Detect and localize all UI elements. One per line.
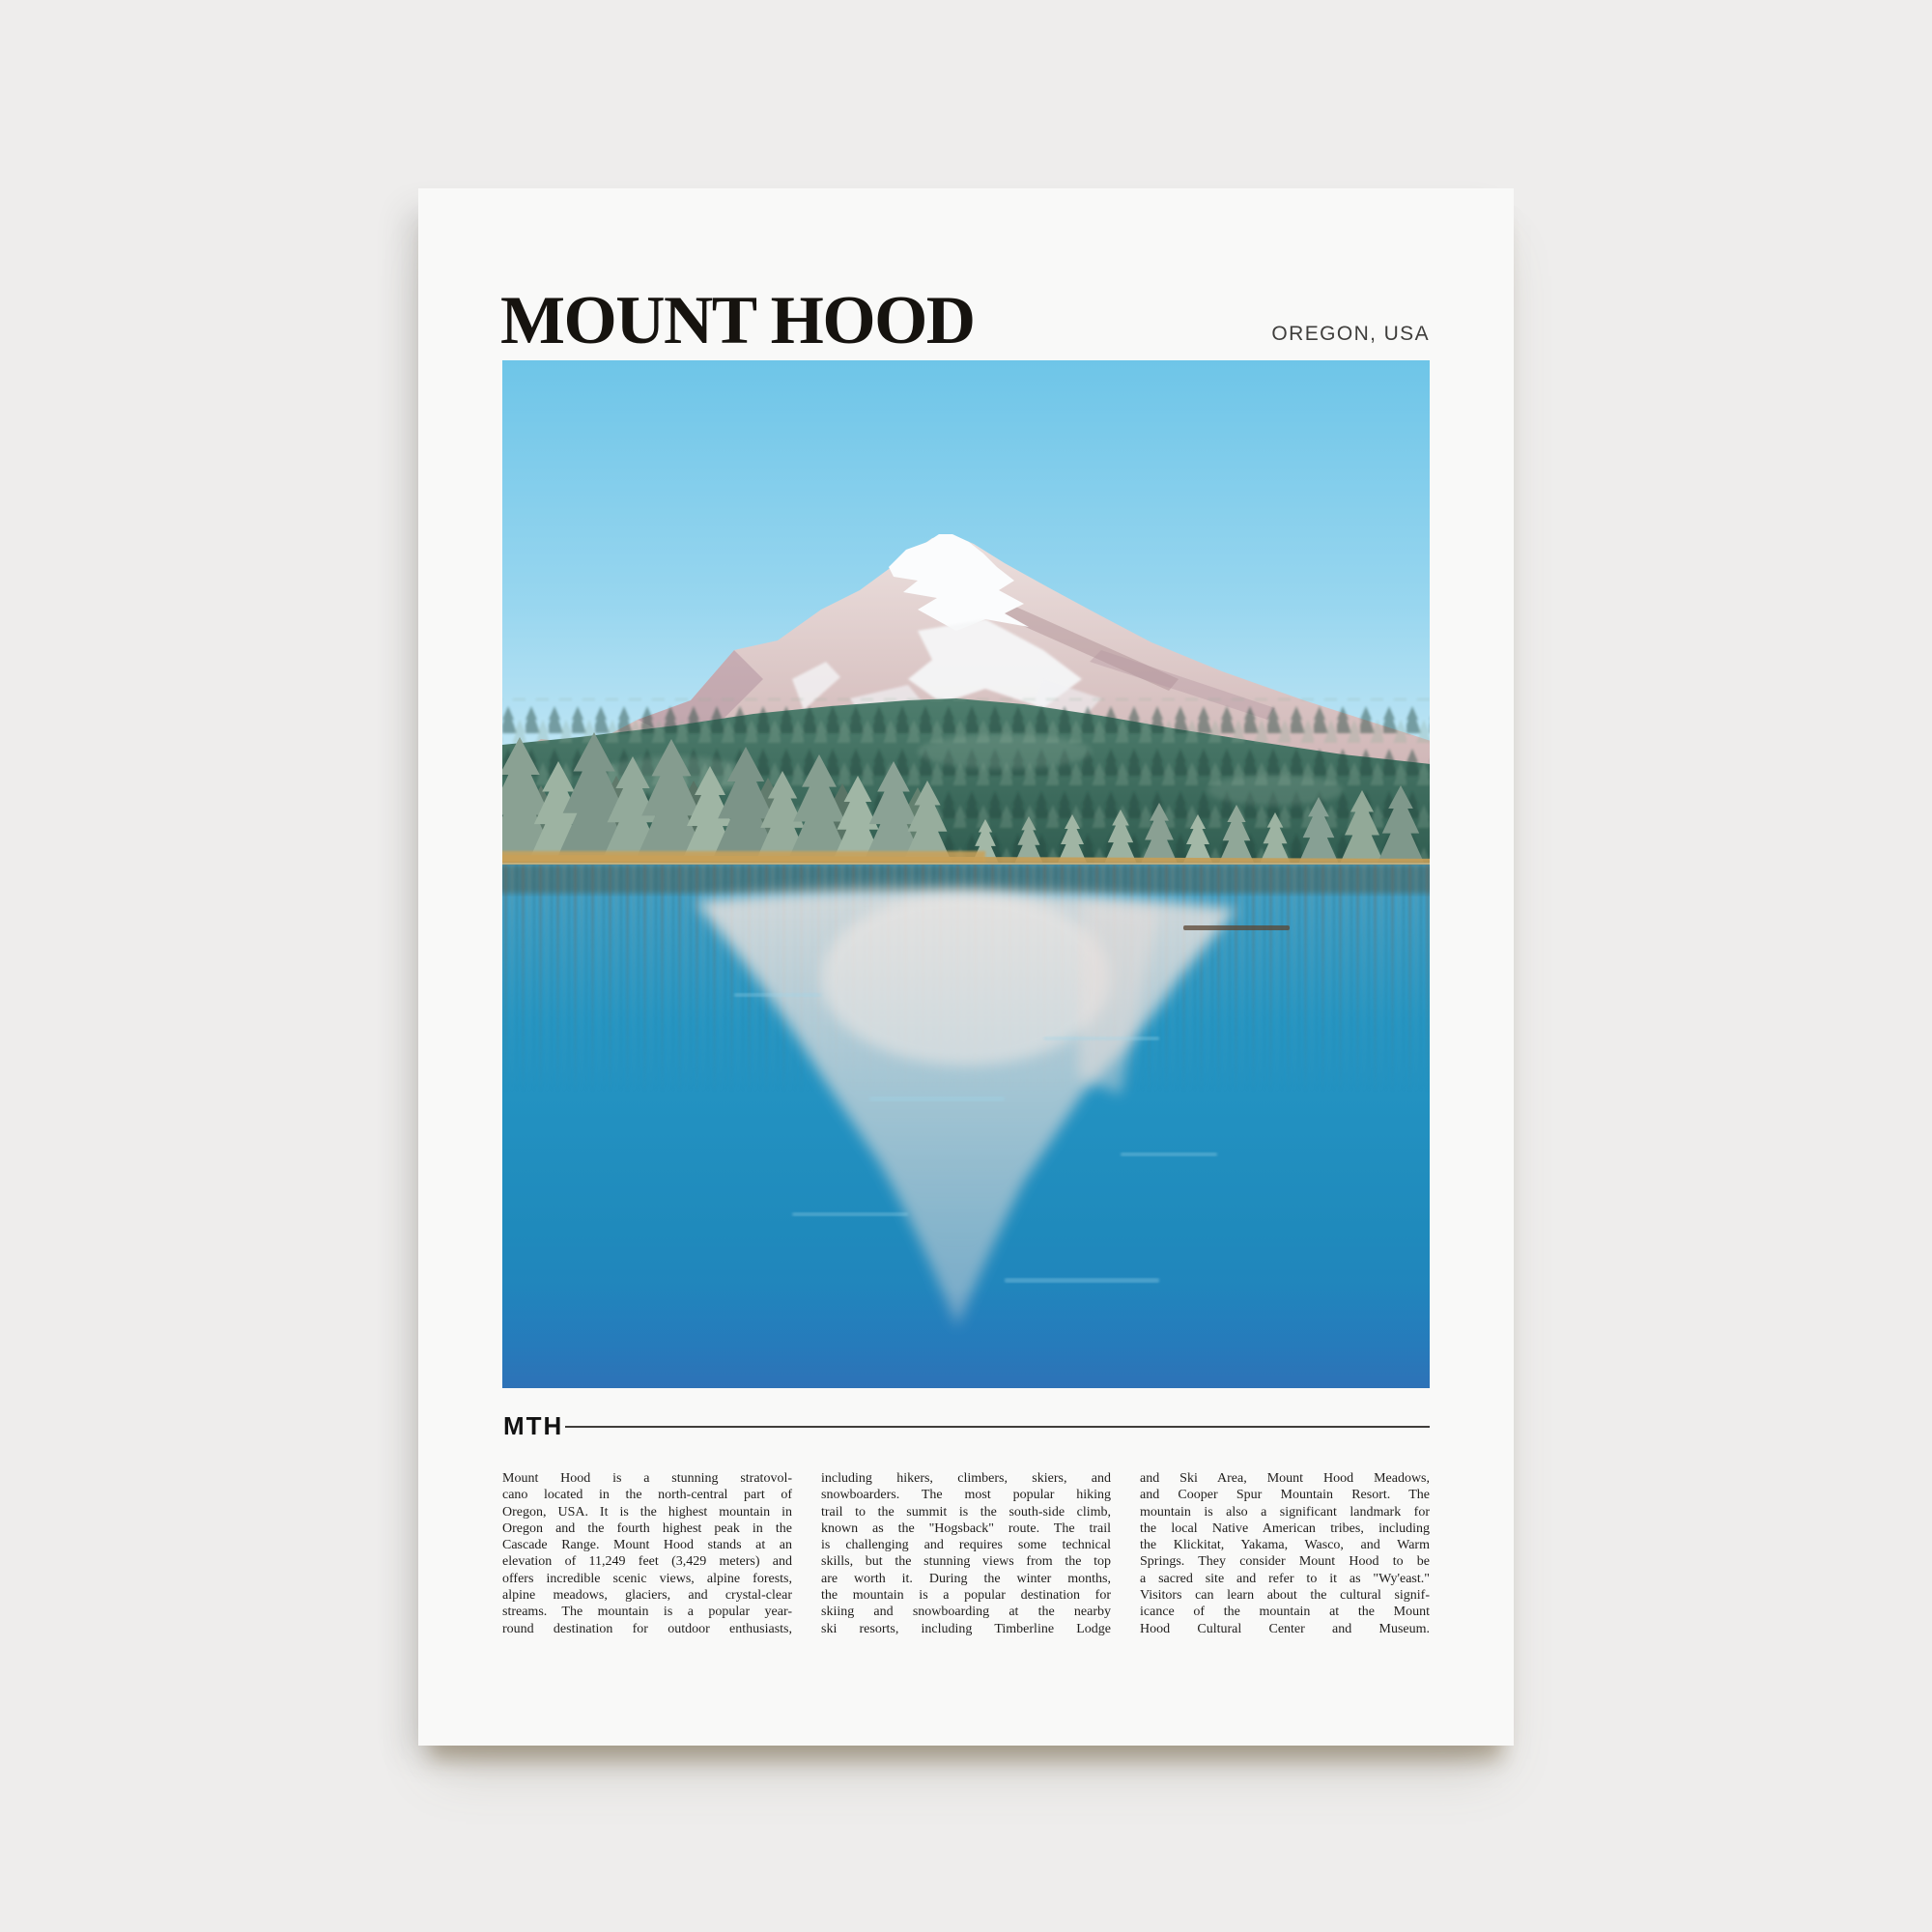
body-line: is challenging and requires some technical: [821, 1538, 1111, 1553]
body-line: the local Native American tribes, including: [1140, 1520, 1430, 1536]
body-line: and Ski Area, Mount Hood Meadows,: [1140, 1471, 1430, 1486]
landscape-illustration: [502, 360, 1430, 1388]
body-line: skills, but the stunning views from the top: [821, 1554, 1111, 1570]
body-line: offers incredible scenic views, alpine forests,: [502, 1571, 792, 1586]
body-line: mountain is also a significant landmark for: [1140, 1504, 1430, 1520]
body-line: Oregon and the fourth highest peak in the: [502, 1520, 792, 1536]
body-column-2: [821, 1470, 1111, 1637]
body-line: Springs. They consider Mount Hood to be: [1140, 1554, 1430, 1570]
body-line: trail to the summit is the south-side climb,: [821, 1504, 1111, 1520]
lake: [502, 865, 1430, 1388]
body-line: the mountain is a popular destination for: [821, 1588, 1111, 1604]
floating-log: [1183, 925, 1290, 930]
body-line: known as the "Hogsback" route. The trail: [821, 1520, 1111, 1536]
body-line: are worth it. During the winter months,: [821, 1571, 1111, 1586]
poster-title: MOUNT HOOD: [500, 283, 975, 358]
location-label: OREGON, USA: [1271, 323, 1430, 345]
body-line: Hood Cultural Center and Museum.: [1140, 1621, 1430, 1636]
body-line: streams. The mountain is a popular year-: [502, 1605, 792, 1620]
body-line: ski resorts, including Timberline Lodge: [821, 1621, 1111, 1636]
body-line: round destination for outdoor enthusiasts,: [502, 1621, 792, 1636]
body-line: Cascade Range. Mount Hood stands at an: [502, 1538, 792, 1553]
body-line: a sacred site and refer to it as "Wy'east.": [1140, 1571, 1430, 1586]
body-line: elevation of 11,249 feet (3,429 meters) and: [502, 1554, 792, 1570]
monogram-label: MTH: [503, 1411, 564, 1440]
body-line: including hikers, climbers, skiers, and: [821, 1471, 1111, 1486]
body-column-1: [502, 1470, 792, 1637]
body-line: alpine meadows, glaciers, and crystal-clear: [502, 1588, 792, 1604]
body-line: the Klickitat, Yakama, Wasco, and Warm: [1140, 1538, 1430, 1553]
body-line: Visitors can learn about the cultural signif-: [1140, 1588, 1430, 1604]
divider-line: [565, 1426, 1430, 1428]
body-line: and Cooper Spur Mountain Resort. The: [1140, 1488, 1430, 1503]
body-line: Mount Hood is a stunning stratovol-: [502, 1471, 792, 1486]
body-line: icance of the mountain at the Mount: [1140, 1605, 1430, 1620]
body-column-3: [1140, 1470, 1430, 1637]
body-line: snowboarders. The most popular hiking: [821, 1488, 1111, 1503]
travel-poster: [418, 188, 1514, 1746]
body-line: Oregon, USA. It is the highest mountain in: [502, 1504, 792, 1520]
body-line: cano located in the north-central part of: [502, 1488, 792, 1503]
mount-hood-photo: [502, 360, 1430, 1388]
body-text: [502, 1470, 1430, 1637]
body-line: skiing and snowboarding at the nearby: [821, 1605, 1111, 1620]
